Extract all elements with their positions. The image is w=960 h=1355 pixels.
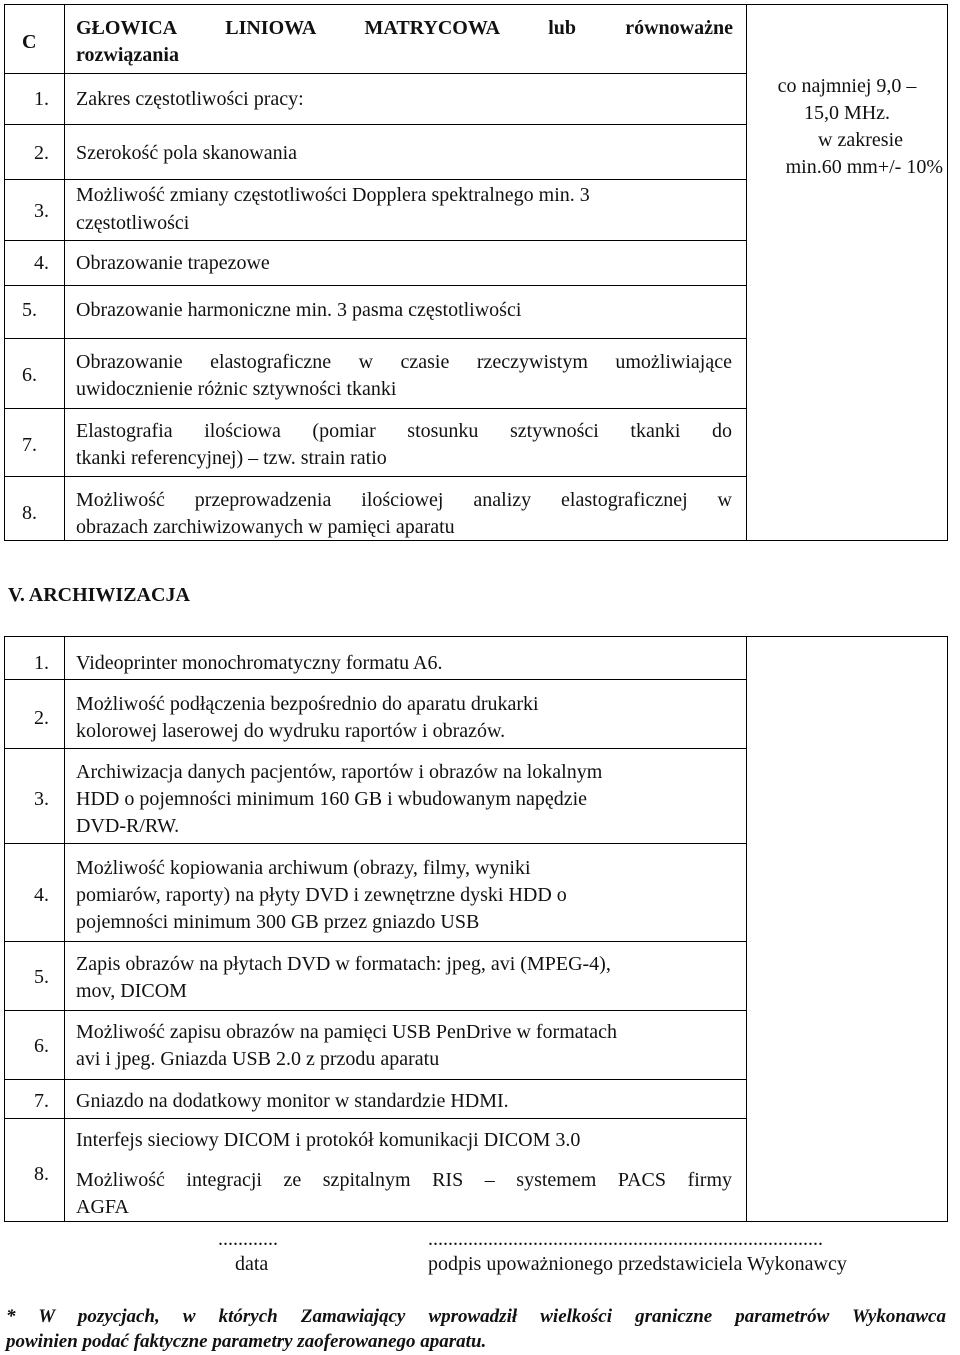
- signature-dots: ...............................................................................: [428, 1228, 823, 1250]
- section-title-cont: rozwiązania: [76, 44, 179, 66]
- item-text: Videoprinter monochromatyczny formatu A6.: [76, 652, 443, 674]
- item-text: tkanki referencyjnej) – tzw. strain ratio: [76, 447, 387, 469]
- row-divider: [4, 73, 747, 74]
- item-text: Możliwość zmiany częstotliwości Dopplera spektralnego min. 3: [76, 184, 590, 206]
- item-number: 7.: [34, 1090, 49, 1112]
- item-text: Elastografia ilościowa (pomiar stosunku sztywności tkanki do: [76, 420, 732, 442]
- item-number: 5.: [34, 966, 49, 988]
- item-number: 1.: [34, 652, 49, 674]
- item-number: 4.: [34, 252, 49, 274]
- item-number: 4.: [34, 884, 49, 906]
- item-number: 5.: [22, 299, 37, 321]
- row-divider: [4, 1118, 747, 1119]
- row-divider: [4, 941, 747, 942]
- item-text: Obrazowanie trapezowe: [76, 252, 270, 274]
- item-text: kolorowej laserowej do wydruku raportów i obrazów.: [76, 720, 506, 742]
- signature-label: podpis upoważnionego przedstawiciela Wykonawcy: [428, 1253, 847, 1275]
- row-divider: [4, 124, 747, 125]
- table-border-left: [4, 4, 5, 541]
- row-divider: [4, 408, 747, 409]
- item-text: uwidocznienie różnic sztywności tkanki: [76, 378, 397, 400]
- date-dots: ............: [218, 1228, 278, 1250]
- item-text: Możliwość integracji ze szpitalnym RIS – systemem PACS firmy: [76, 1169, 732, 1191]
- item-number: 8.: [22, 502, 37, 524]
- row-divider: [4, 240, 747, 241]
- item-text: mov, DICOM: [76, 980, 187, 1002]
- item-text: obrazach zarchiwizowanych w pamięci aparatu: [76, 516, 455, 538]
- item-text: Możliwość podłączenia bezpośrednio do aparatu drukarki: [76, 693, 539, 715]
- item-text: avi i jpeg. Gniazda USB 2.0 z przodu aparatu: [76, 1048, 440, 1070]
- item-text: Możliwość zapisu obrazów na pamięci USB PenDrive w formatach: [76, 1021, 617, 1043]
- item-text: Zapis obrazów na płytach DVD w formatach: jpeg, avi (MPEG-4),: [76, 953, 611, 975]
- date-label: data: [235, 1253, 269, 1275]
- row-divider: [4, 338, 747, 339]
- table-col-divider-2: [746, 636, 747, 1222]
- row-divider: [4, 1010, 747, 1011]
- item-text: Możliwość przeprowadzenia ilościowej analizy elastograficznej w: [76, 489, 732, 511]
- item-text: pojemności minimum 300 GB przez gniazdo USB: [76, 911, 480, 933]
- item-text: Szerokość pola skanowania: [76, 142, 298, 164]
- item-text: AGFA: [76, 1196, 129, 1218]
- table-border-top: [4, 4, 948, 5]
- table-col-divider-1: [64, 4, 65, 541]
- item-text: HDD o pojemności minimum 160 GB i wbudowanym napędzie: [76, 788, 588, 810]
- row-divider: [4, 476, 747, 477]
- item-number: 2.: [34, 142, 49, 164]
- row-divider: [4, 179, 747, 180]
- item-number: 3.: [34, 788, 49, 810]
- table-border-right: [947, 4, 948, 541]
- item-number: 7.: [22, 434, 37, 456]
- item-text: DVD-R/RW.: [76, 815, 180, 837]
- row-divider: [4, 1079, 747, 1080]
- row-divider: [4, 679, 747, 680]
- row-divider: [4, 748, 747, 749]
- item-number: 3.: [34, 200, 49, 222]
- table-border-left: [4, 636, 5, 1222]
- item-text: częstotliwości: [76, 212, 190, 234]
- value-scan-field: min.60 mm+/- 10%: [785, 156, 943, 178]
- table-border-top: [4, 636, 948, 637]
- item-text: Obrazowanie harmoniczne min. 3 pasma częstotliwości: [76, 299, 522, 321]
- item-text: Archiwizacja danych pacjentów, raportów i obrazów na lokalnym: [76, 761, 603, 783]
- item-text: Możliwość kopiowania archiwum (obrazy, filmy, wyniki: [76, 857, 531, 879]
- section-title: GŁOWICA LINIOWA MATRYCOWA lub równoważne: [76, 17, 733, 39]
- item-text: Zakres częstotliwości pracy:: [76, 88, 304, 110]
- table-col-divider-1: [64, 636, 65, 1222]
- footnote: * W pozycjach, w których Zamawiający wprowadził wielkości graniczne parametrów Wykonawca: [6, 1306, 946, 1327]
- table-border-right: [947, 636, 948, 1222]
- item-text: pomiarów, raporty) na płyty DVD i zewnętrzne dyski HDD o: [76, 884, 567, 906]
- item-number: 6.: [34, 1035, 49, 1057]
- value-frequency: 15,0 MHz.: [803, 102, 891, 124]
- section-letter: C: [22, 31, 37, 53]
- item-number: 6.: [22, 364, 37, 386]
- item-text: Obrazowanie elastograficzne w czasie rzeczywistym umożliwiające: [76, 351, 732, 373]
- table-border-bottom: [4, 1221, 948, 1222]
- row-divider: [4, 285, 747, 286]
- section-heading: V. ARCHIWIZACJA: [8, 584, 190, 606]
- item-number: 8.: [34, 1163, 49, 1185]
- item-text: Gniazdo na dodatkowy monitor w standardzie HDMI.: [76, 1090, 509, 1112]
- item-number: 2.: [34, 707, 49, 729]
- footnote-cont: powinien podać faktyczne parametry zaoferowanego aparatu.: [6, 1331, 487, 1352]
- value-frequency: co najmniej 9,0 –: [777, 75, 917, 97]
- row-divider: [4, 843, 747, 844]
- item-text: Interfejs sieciowy DICOM i protokół komunikacji DICOM 3.0: [76, 1129, 581, 1151]
- item-number: 1.: [34, 88, 49, 110]
- value-scan-field: w zakresie: [818, 129, 903, 151]
